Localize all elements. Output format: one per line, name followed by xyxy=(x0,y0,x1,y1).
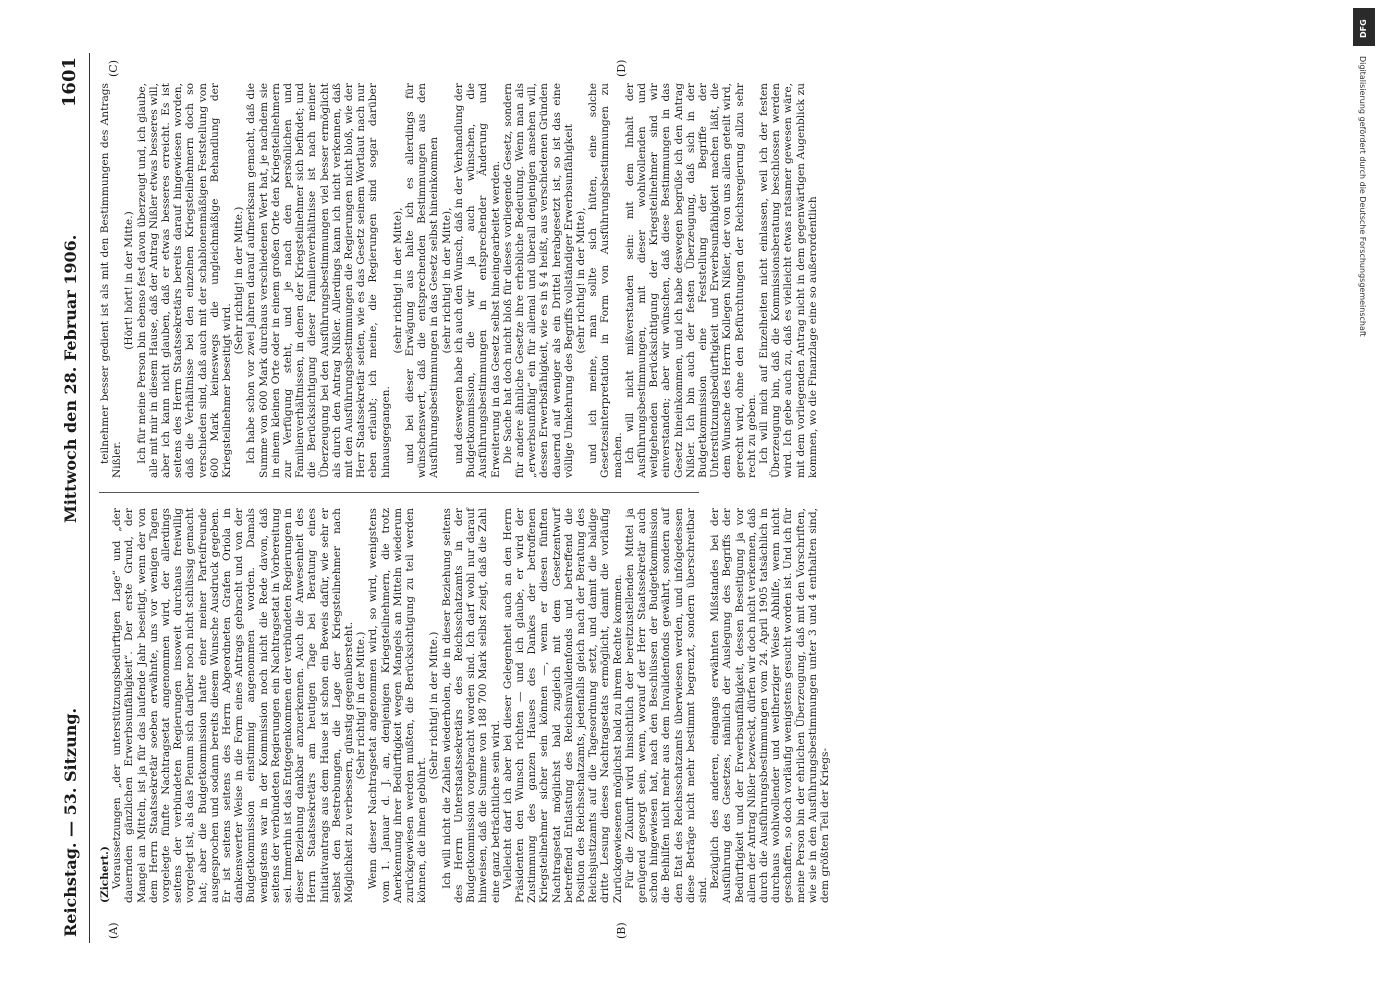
right-paragraph: (Sehr richtig! in der Mitte.) xyxy=(233,206,246,355)
right-paragraph: und ich meine, man sollte sich hüten, eine solche Gesetzesinterpretation in Form von Ausführungsbestimmungen zu machen. xyxy=(587,83,624,478)
left-paragraph: (Sehr richtig! in der Mitte.) xyxy=(428,631,441,780)
left-paragraph: Wenn dieser Nachtragsetat angenommen wird, so wird, wenigstens vom 1. Januar d. J. an, denjenigen Kriegsteilnehmern, die trotz Anerkennung ihrer Bedürftigkeit wegen Mangels an Mitteln wiederum zurückgewiesen werden mußten, die Berücksichtigung zu teil werden können, die ihnen gebührt. xyxy=(367,508,429,903)
right-column xyxy=(99,83,819,478)
right-paragraph: Die Sache hat doch nicht bloß für dieses vorliegende Gesetz, sondern für andere ähnliche Gesetze ihre erhebliche Bedeutung. Wenn man als „erwerbsunfähig“ ein für allemal und überall denjenigen ansehen will, dessen Erwerbsfähigkeit, wie es in § 4 heißt, aus verschiedenen Gründen dauernd auf weniger als ein Drittel herabgesetzt ist, so ist das eine völlige Umkehrung des Begriffs vollständiger Erwerbsunfähigkeit xyxy=(501,83,575,478)
speaker-name: (Zichert.) xyxy=(99,846,111,903)
margin-marker-b: (B) xyxy=(615,922,628,939)
left-paragraph: Voraussetzungen „der unterstützungsbedürftigen Lage“ und „der dauernden gänzlichen Erwerbsunfähigkeit“. Der erste Grund, der Mangel an Mitteln, ist ja für das laufende Jahr beseitigt, wenn der von dem Herrn Staatssekretär soeben erwähnte, uns vor wenigen Tagen vorgelegte fünfte Nachtragsetat angenommen wird, der allerdings seitens der verbündeten Regierungen insoweit durchaus freiwillig vorgelegt ist, als das Plenum sich darüber noch nicht schlüssig gemacht hat; aber die Budgetkommission hatte einer meiner Parteifreunde ausgesprochen und sodann bereits diesem Wunsche Ausdruck gegeben. Er ist seitens seitens des Herrn Abgeordneten Grafen Oriola in dankenswerter Weise in die Form eines Antrags gebracht und von der Budgetkommission einstimmig angenommen worden. Damals wenigstens war in der Kommission noch nicht die Rede davon, daß seitens der verbündeten Regierungen ein Nachtragsetat in Vorbereitung sei. Immerhin ist das Entgegenkommen der verbündeten Regierungen in dieser Beziehung dankbar anzuerkennen. Auch die Anwesenheit des Herrn Staatssekretärs am heutigen Tage bei Beratung eines Initiativantrags aus dem Hause ist schon ein Beweis dafür, wie sehr er selbst den Bestrebungen, die Lage der Kriegsteilnehmer nach Möglichkeit zu verbessern, günstig gegenübersteht. xyxy=(111,508,356,903)
left-column xyxy=(99,508,831,903)
left-paragraph: Bezüglich des anderen, eingangs erwähnten Mißstandes bei der Ausführung des Gesetzes, nämlich der Auslegung des Begriffs der Bedürftigkeit und der Erwerbsunfähigkeit, dessen Beseitigung ja vor allem der Antrag Nißler bezweckt, dürfen wir doch nicht verkennen, daß durch die Ausführungsbestimmungen vom 24. April 1905 tatsächlich in durchaus wohlwollender und weitherziger Weise Abhilfe, wenn nicht geschaffen, so doch vorläufig wenigstens gesucht worden ist. Und ich für meine Person bin der ehrlichen Überzeugung, daß mit den Vorschriften, wie sie in den Ausführungsbestimmungen unter 3 und 4 enthalten sind, dem größten Teil der Kriegs- xyxy=(709,508,831,903)
page-number: 1601 xyxy=(59,57,80,108)
left-paragraphs xyxy=(111,508,831,903)
left-paragraph: (Sehr richtig! in der Mitte.) xyxy=(355,631,368,780)
right-paragraph: (Hört! hört! in der Mitte.) xyxy=(123,211,136,350)
header-date: Mittwoch den 28. Februar 1906. xyxy=(61,234,80,523)
column-divider xyxy=(99,492,699,493)
right-paragraph: Ich für meine Person bin ebenso fest davon überzeugt und, ich glaube, alle mit mir in diesem Hause, daß der Antrag Nißler etwas besseres will, aber ich kann nicht glauben, daß er etwas besseres erreicht. Es ist seitens des Herrn Staatssekretärs bereits darauf hingewiesen worden, daß die Verhältnisse bei den einzelnen Kriegsteilnehmern doch so verschieden sind, daß auch mit der schablonenmäßigen Feststellung von 600 Mark keineswegs die ungleichmäßige Behandlung der Kriegsteilnehmer beseitigt wird. xyxy=(135,83,234,478)
right-paragraph: (sehr richtig! in der Mitte), xyxy=(574,207,587,354)
right-paragraph: (sehr richtig! in der Mitte), xyxy=(391,207,404,354)
margin-marker-c: (C) xyxy=(107,60,120,77)
right-paragraph: und deswegen habe ich auch den Wunsch, daß in der Verhandlung der Budgetkommission, die wir ja auch wünschen, die Ausführungsbestimmungen in entsprechender Änderung und Erweiterung in das Gesetz selbst hineingearbeitet werden. xyxy=(452,83,502,478)
right-paragraph: Ich will nicht mißverstanden sein: mit dem Inhalt der Ausführungsbestimmungen, mit dieser wohlwollenden und weitgehenden Berücksichtigung der Kriegsteilnehmer sind wir einverstanden; aber wir wünschen, daß diese Bestimmungen in das Gesetz hineinkommen, und ich habe deswegen begrüße ich den Antrag Nißler. Ich bin auch der festen Überzeugung, daß sich in der Budgetkommission eine Feststellung der Begriffe der Unterstützungsbedürftigkeit und Erwerbsunfähigkeit machen läßt, die dem Wunsche des Herrn Kollegen Nißler, der von uns allen geteilt wird, gerecht wird, ohne den Befürchtungen der Reichsregierung allzu sehr recht zu geben. xyxy=(623,83,758,478)
right-paragraph: (sehr richtig! in der Mitte), xyxy=(440,207,453,354)
right-paragraph: Ich habe schon vor zwei Jahren darauf aufmerksam gemacht, daß die Summe von 600 Mark durchaus verschiedenen Wert hat, je nachdem sie in einem kleinen Orte oder in einem großen Orte den Kriegsteilnehmern zur Verfügung steht, und je nach den persönlichen und Familienverhältnissen, in denen der Kriegsteilnehmer sich befindet; und die Berücksichtigung dieser Familienverhältnisse ist nach meiner Überzeugung bei den Ausführungsbestimmungen viel besser ermöglicht als durch den Antrag Nißler. Allerdings kann ich nicht verkennen, daß mit den Ausführungsbestimmungen die Regierungen nicht bloß, wie der Herr Staatssekretär seiten, wie es das Gesetz seinem Wortlaut nach nur eben erlaubt; ich meine, die Regierungen sind sogar darüber hinausgegangen. xyxy=(245,83,392,478)
left-paragraph: Für die Zukunft wird hinsichtlich der bereitzustellenden Mittel ja genügend gesorgt sein, wenn, worauf der Herr Staatssekretär auch schon hingewiesen hat, nach den Beschlüssen der Budgetkommission die Beihilfen nicht mehr aus dem Invalidenfonds gewährt, sondern auf den Etat des Reichsschatzamts überwiesen werden, und infolgedessen diese Beträge nicht mehr bestimmt begrenzt, sondern überschreitbar sind. xyxy=(623,508,709,903)
right-paragraph: und bei dieser Erwägung aus halte ich es allerdings für wünschenswert, daß die entsprechenden Bestimmungen aus den Ausführungsbestimmungen in das Gesetz selbst hineinkommen xyxy=(404,83,441,478)
dfg-logo xyxy=(1353,8,1375,46)
dfg-logo-text: DFG xyxy=(1359,19,1368,38)
funding-credit: Digitalisierung gefördert durch die Deutsche Forschungsgemeinschaft xyxy=(1358,56,1367,337)
left-paragraph: Ich will nicht die Zahlen wiederholen, die in dieser Beziehung seitens des Herrn Unterstaatssekretärs des Reichsschatzamts in der Budgetkommission vorgebracht worden sind. Ich darf wohl nur darauf hinweisen, daß die Summe von 188 700 Mark selbst zeigt, daß die Zahl eine ganz beträchtliche sein wird. xyxy=(440,508,502,903)
right-paragraph: teilnehmer besser gedient ist als mit den Bestimmungen des Antrags Nißler. xyxy=(99,83,124,478)
left-paragraph: Vielleicht darf ich aber bei dieser Gelegenheit auch an den Herrn Präsidenten den Wunsch richten — und ich glaube, er wird der Zustimmung des ganzen Hauses des Dankes der betroffenen Kriegsteilnehmer sicher sein können —, wenn er diesen fünften Nachtragsetat möglichst bald zugleich mit dem Gesetzentwurf betreffend Entlastung des Reichsinvalidenfonds und betreffend die Position des Reichsschatzamts, jedenfalls gleich nach der Beratung des Reichsjustizamts auf die Tagesordnung setzt, und damit die baldige dritte Lesung dieses Nachtragsetats ermöglicht, damit die vorläufig Zurückgewiesenen möglichst bald zu ihrem Rechte kommen. xyxy=(501,508,624,903)
digitization-sidebar xyxy=(1351,8,1379,998)
running-head xyxy=(55,53,90,943)
header-left: Reichstag. — 53. Sitzung. xyxy=(61,707,80,937)
margin-marker-a: (A) xyxy=(107,922,120,939)
page-sheet xyxy=(55,53,831,943)
right-paragraphs xyxy=(99,83,819,478)
margin-marker-d: (D) xyxy=(615,59,628,77)
right-paragraph: Ich will mich auf Einzelheiten nicht einlassen, weil ich der festen Überzeugung bin, daß die Kommissionsberatung beschlossen werden wird. Ich gebe auch zu, daß es vielleicht etwas ratsamer gewesen wäre, mit dem vorliegenden Antrag nicht in dem gegenwärtigen Augenblick zu kommen, wo die Finanzlage eine so außerordentlich xyxy=(757,83,819,478)
